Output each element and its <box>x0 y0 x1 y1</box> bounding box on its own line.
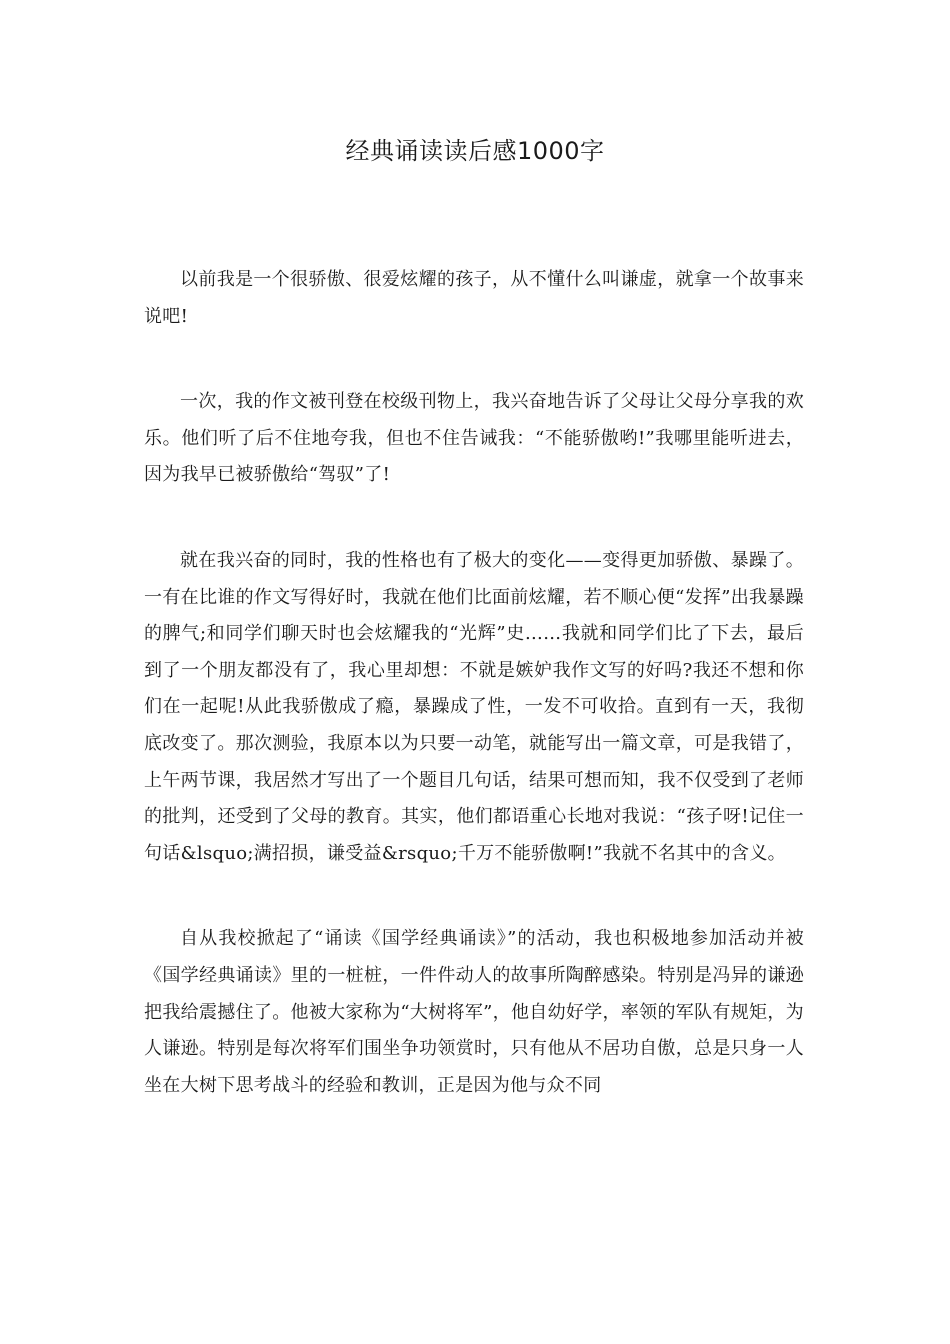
paragraph-3: 就在我兴奋的同时，我的性格也有了极大的变化——变得更加骄傲、暴躁了。一有在比谁的作文写得好时，我就在他们比面前炫耀，若不顺心便“发挥”出我暴躁的脾气;和同学们聊天时也会炫耀我的“光辉”史……我就和同学们比了下去，最后到了一个朋友都没有了，我心里却想：不就是嫉妒我作文写的好吗?我还不想和你们在一起呢!从此我骄傲成了瘾，暴躁成了性，一发不可收拾。直到有一天，我彻底改变了。那次测验，我原本以为只要一动笔，就能写出一篇文章，可是我错了，上午两节课，我居然才写出了一个题目几句话，结果可想而知，我不仅受到了老师的批判，还受到了父母的教育。其实，他们都语重心长地对我说：“孩子呀!记住一句话&lsquo;满招损，谦受益&rsquo;千万不能骄傲啊!”我就不名其中的含义。 <box>144 549 804 864</box>
paragraph-1: 以前我是一个很骄傲、很爱炫耀的孩子，从不懂什么叫谦虚，就拿一个故事来说吧! <box>144 269 804 327</box>
paragraph-4: 自从我校掀起了“诵读《国学经典诵读》”的活动，我也积极地参加活动并被《国学经典诵读》里的一桩桩，一件件动人的故事所陶醉感染。特别是冯异的谦逊把我给震撼住了。他被大家称为“大树将军”，他自幼好学，率领的军队有规矩，为人谦逊。特别是每次将军们围坐争功领赏时，只有他从不居功自傲，总是只身一人坐在大树下思考战斗的经验和教训，正是因为他与众不同 <box>144 928 804 1096</box>
document-body <box>144 262 804 1104</box>
document-title: 经典诵读读后感1000字 <box>345 137 605 165</box>
paragraph-2: 一次，我的作文被刊登在校级刊物上，我兴奋地告诉了父母让父母分享我的欢乐。他们听了后不住地夸我，但也不住告诫我：“不能骄傲哟!”我哪里能听进去，因为我早已被骄傲给“驾驭”了! <box>144 391 804 486</box>
